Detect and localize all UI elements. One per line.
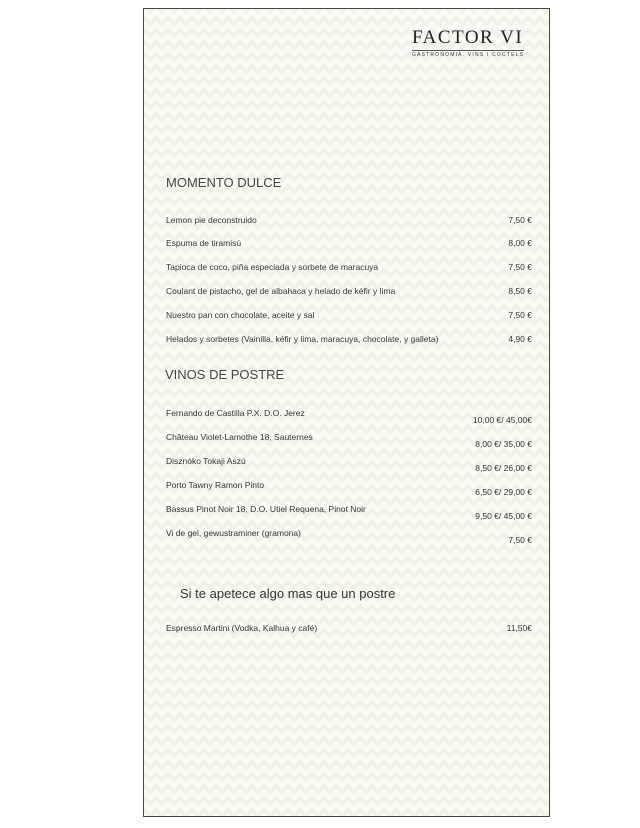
menu-item-price: 11,50€ bbox=[506, 623, 532, 633]
menu-item-name: Disznóko Tokaji Aszú bbox=[166, 456, 246, 466]
menu-item-price: 10,00 €/ 45,00€ bbox=[472, 415, 532, 425]
menu-item-price: 8,50 € bbox=[508, 286, 532, 296]
menu-item-price: 8,50 €/ 26,00 € bbox=[475, 463, 532, 473]
menu-item-price: 7,50 € bbox=[508, 262, 532, 272]
menu-item-name: Espuma de tiramisú bbox=[166, 238, 242, 248]
menu-item-name: Coulant de pistacho, gel de albahaca y helado de kéfir y lima bbox=[166, 286, 396, 296]
menu-item-name: Helados y sorbetes (Vainilla, kéfir y lima, maracuya, chocolate, y galleta) bbox=[166, 334, 439, 344]
logo-tagline: GASTRONOMIA. VINS I COCTELS bbox=[412, 52, 525, 58]
menu-page bbox=[143, 8, 550, 817]
menu-item-price: 7,50 € bbox=[508, 535, 532, 545]
section-title-vinos-de-postre: VINOS DE POSTRE bbox=[165, 367, 285, 382]
menu-item-name: Château Violet-Lamothe 18, Sauternes bbox=[166, 432, 313, 442]
menu-item-price: 9,50 €/ 45,00 € bbox=[475, 511, 532, 521]
logo: FACTOR VI bbox=[412, 27, 524, 48]
menu-item-name: Porto Tawny Ramon Pinto bbox=[166, 480, 265, 490]
menu-item-price: 7,50 € bbox=[508, 310, 532, 320]
menu-item-name: Vi de gel, gewustraminer (gramona) bbox=[166, 528, 301, 538]
menu-item-name: Lemon pie deconstruido bbox=[166, 215, 257, 225]
menu-item-name: Nuestro pan con chocolate, aceite y sal bbox=[166, 310, 315, 320]
menu-item-price: 8,00 € bbox=[508, 238, 532, 248]
menu-item-name: Tapioca de coco, piña especiada y sorbete de maracuya bbox=[166, 262, 379, 272]
menu-item-price: 4,90 € bbox=[508, 334, 532, 344]
menu-item-name: Fernando de Castilla P.X. D.O. Jerez bbox=[166, 408, 305, 418]
section-title-extra: Si te apetece algo mas que un postre bbox=[180, 586, 396, 601]
menu-item-price: 8,00 €/ 35,00 € bbox=[475, 439, 532, 449]
menu-item-price: 6,50 €/ 29,00 € bbox=[475, 487, 532, 497]
section-title-momento-dulce: MOMENTO DULCE bbox=[166, 175, 282, 190]
menu-item-name: Bassus Pinot Noir 18, D.O. Utiel Requena, Pinot Noir bbox=[166, 504, 366, 514]
menu-item-price: 7,50 € bbox=[508, 215, 532, 225]
menu-item-name: Espresso Martini (Vodka, Kalhua y café) bbox=[166, 623, 318, 633]
